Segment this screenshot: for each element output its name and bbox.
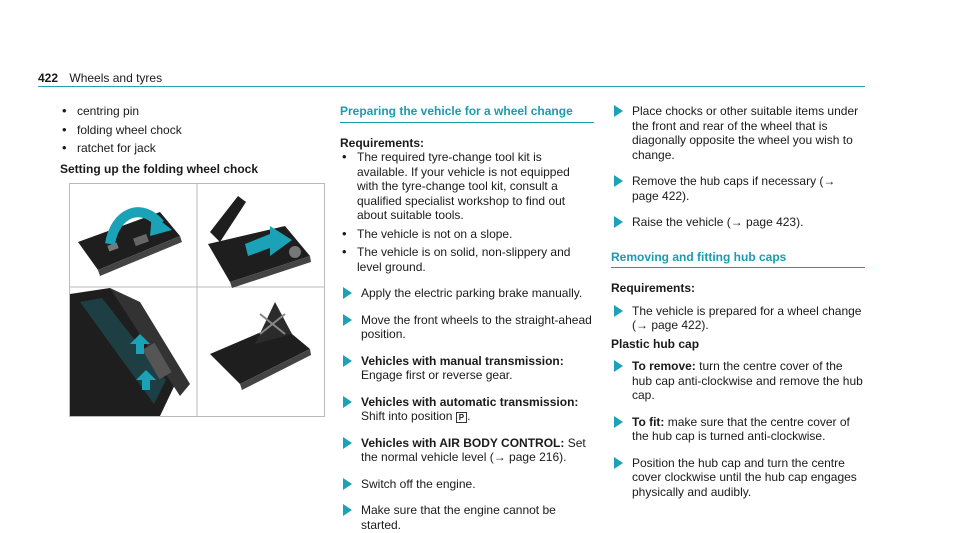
step-item: Remove the hub caps if necessary (→ page 422). [611, 174, 865, 203]
step-item: Vehicles with AIR BODY CONTROL: Set the normal vehicle level (→ page 216). [340, 436, 594, 465]
section-heading-hub-caps: Removing and fitting hub caps [611, 250, 865, 269]
step-arrow-icon [614, 416, 623, 428]
chock-detail-graphic [70, 288, 190, 416]
step-arrow-icon [614, 105, 623, 117]
step-arrow-icon [614, 457, 623, 469]
column-left [60, 104, 325, 190]
step-arrow-icon [343, 314, 352, 326]
setup-title: Setting up the folding wheel chock [60, 161, 259, 176]
step-arrow-icon [343, 504, 352, 516]
step-item: Vehicles with automatic transmission: Shift into position P . [340, 395, 594, 424]
step-item: Move the front wheels to the straight-ahead position. [340, 313, 594, 342]
header-divider [38, 86, 865, 87]
step-arrow-icon [614, 175, 623, 187]
chock-flat-graphic [78, 212, 182, 276]
step-arrow-icon [343, 287, 352, 299]
step-item: Switch off the engine. [340, 477, 594, 492]
list-item: • ratchet for jack [60, 141, 325, 156]
step-arrow-icon [614, 216, 623, 228]
list-item: • centring pin [60, 104, 325, 119]
wheel-chock-illustration [69, 183, 325, 417]
step-arrow-icon [614, 360, 623, 372]
list-item: • The required tyre-change tool kit is available. If your vehicle is not equipped with the tyre-change tool kit, consult a qualified specialist workshop to find out about suitable tools. [340, 150, 594, 223]
list-item: • The vehicle is not on a slope. [340, 227, 594, 242]
step-item: To fit: make sure that the centre cover of the hub cap is turned anti-clockwise. [611, 415, 865, 444]
list-item: • The vehicle is on solid, non-slippery and level ground. [340, 245, 594, 274]
step-item: Place chocks or other suitable items under the front and rear of the wheel that is diagonally opposite the wheel you wish to change. [611, 104, 865, 162]
step-arrow-icon [343, 355, 352, 367]
step-arrow-icon [343, 437, 352, 449]
page-number: 422 [38, 71, 59, 85]
park-position-icon: P [456, 412, 467, 423]
column-middle [340, 104, 594, 532]
step-item: Position the hub cap and turn the centre cover clockwise until the hub cap engages physically and audibly. [611, 456, 865, 500]
step-item: Make sure that the engine cannot be started. [340, 503, 594, 532]
step-item: Raise the vehicle (→ page 423). [611, 215, 865, 230]
page-header [38, 71, 162, 85]
step-arrow-icon [614, 305, 623, 317]
step-arrow-icon [343, 396, 352, 408]
step-item: Vehicles with manual transmission: Engage first or reverse gear. [340, 354, 594, 383]
step-arrow-icon [343, 478, 352, 490]
step-item: The vehicle is prepared for a wheel change (→ page 422). [611, 304, 865, 333]
section-title: Wheels and tyres [69, 71, 163, 85]
plastic-hub-cap-title: Plastic hub cap [611, 336, 700, 351]
requirements-label: Requirements: [611, 281, 696, 295]
chock-raise-graphic [208, 196, 311, 288]
chock-assembled-graphic [210, 302, 311, 390]
requirements-label: Requirements: [340, 135, 425, 150]
column-right [611, 104, 865, 499]
section-heading-preparing: Preparing the vehicle for a wheel change [340, 104, 594, 123]
step-item: Apply the electric parking brake manually. [340, 286, 594, 301]
list-item: • folding wheel chock [60, 123, 325, 138]
step-item: To remove: turn the centre cover of the hub cap anti-clockwise and remove the hub cap. [611, 359, 865, 403]
